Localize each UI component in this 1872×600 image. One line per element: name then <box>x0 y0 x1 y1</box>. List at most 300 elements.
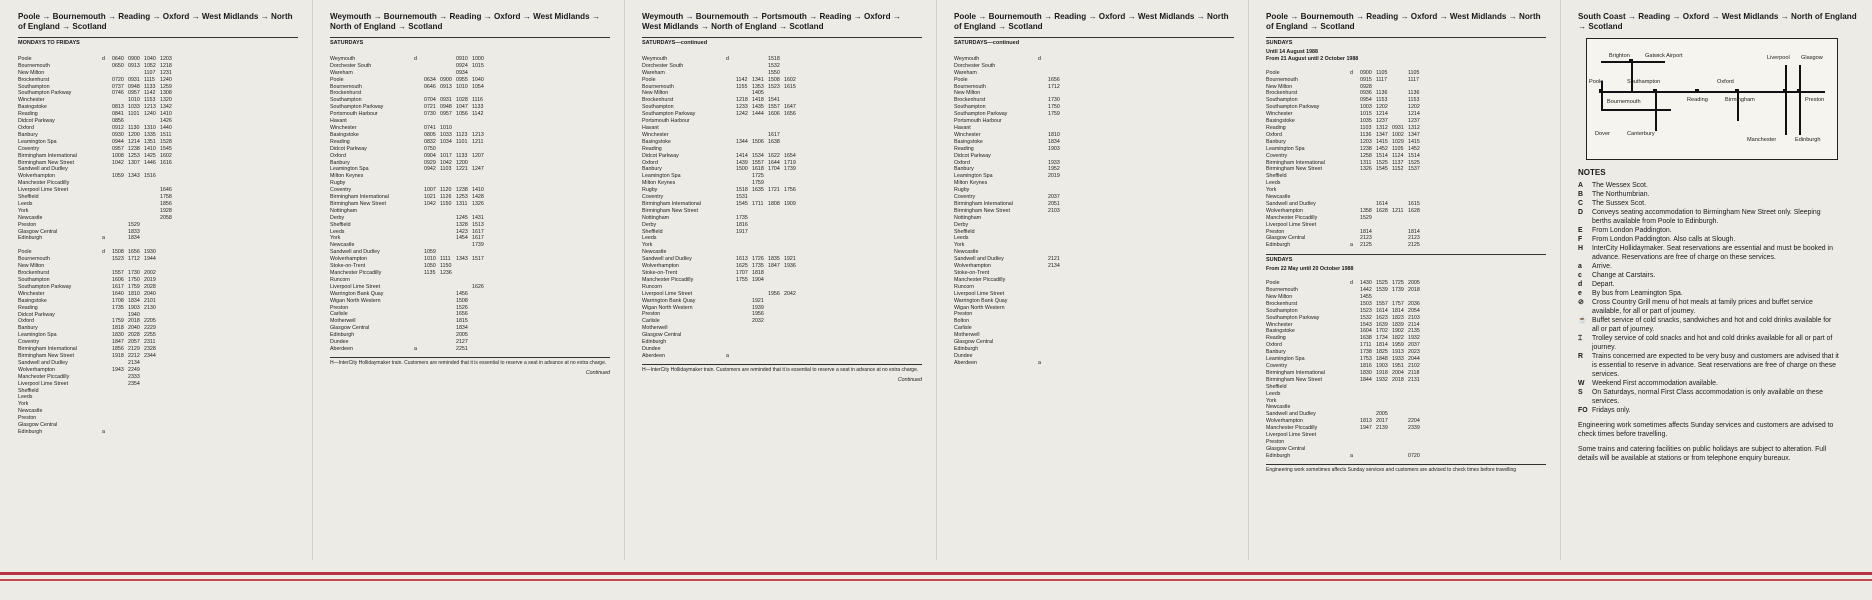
time-cell: 1514 <box>1408 152 1420 159</box>
time-cell <box>144 201 160 208</box>
table-row <box>1266 77 1546 84</box>
station-name: Runcorn <box>642 283 663 290</box>
table-row <box>1266 118 1546 125</box>
table-row <box>330 160 610 167</box>
table-row <box>18 180 298 187</box>
time-cell: 1405 <box>752 90 764 97</box>
table-row <box>1266 342 1546 349</box>
time-cell: 1623 <box>1376 314 1388 321</box>
station-name: Didcot Parkway <box>330 145 367 152</box>
arr-dep-flag <box>1038 346 1048 353</box>
arr-dep-flag <box>414 263 424 270</box>
station-name: Banbury <box>1266 349 1286 356</box>
time-cell <box>456 249 472 256</box>
time-cell <box>1376 180 1392 187</box>
time-cell <box>440 235 456 242</box>
time-cell <box>456 180 472 187</box>
time-cell <box>736 332 752 339</box>
station-name: Wigan North Western <box>954 304 1005 311</box>
time-cell: 1142 <box>736 76 748 83</box>
time-cell <box>440 242 456 249</box>
note-key: ⌶ <box>1578 334 1583 342</box>
time-cell: 0928 <box>1360 83 1372 90</box>
time-cell <box>112 374 128 381</box>
time-cell: 1541 <box>768 97 780 104</box>
fold-line <box>936 0 937 560</box>
arr-dep-flag <box>726 284 736 291</box>
station-name: York <box>330 235 341 242</box>
time-cell: 1739 <box>1392 287 1404 293</box>
time-cell: 1136 <box>1360 131 1372 138</box>
arr-dep-flag <box>726 90 736 97</box>
arr-dep-flag <box>1350 139 1360 146</box>
section-date-range: From 21 August until 2 October 1988 <box>1266 55 1359 62</box>
time-cell: 1410 <box>144 145 156 152</box>
arr-dep-flag <box>102 180 112 187</box>
time-cell <box>784 56 800 63</box>
time-cell <box>768 277 784 284</box>
table-row <box>1266 235 1546 242</box>
station-name: Banbury <box>954 166 974 173</box>
time-cell: 1707 <box>736 270 748 276</box>
time-cell <box>472 208 488 215</box>
map-label: Dover <box>1595 131 1610 137</box>
station-name: Portsmouth Harbour <box>954 118 1002 125</box>
station-name: Brockenhurst <box>1266 300 1298 307</box>
time-cell <box>128 394 144 401</box>
time-cell <box>112 360 128 367</box>
time-cell <box>440 229 456 236</box>
time-cell <box>128 215 144 222</box>
note-text: InterCity Hollidaymaker. Seat reservations are essential and must be booked in advance. Reservations are free of charge on these services. <box>1592 244 1833 261</box>
station-name: Leamington Spa <box>330 166 369 173</box>
time-cell: 1335 <box>144 131 156 138</box>
time-cell: 1211 <box>472 138 484 145</box>
arr-dep-flag <box>102 63 112 70</box>
arr-dep-flag <box>726 70 736 77</box>
table-row <box>954 187 1234 194</box>
arr-dep-flag <box>1350 160 1360 167</box>
time-cell: 1618 <box>752 166 764 173</box>
time-cell: 1101 <box>128 111 140 118</box>
table-row <box>1266 418 1546 425</box>
table-row <box>642 180 922 187</box>
station-name: New Milton <box>1266 293 1293 300</box>
table-row <box>642 166 922 173</box>
time-cell: 2023 <box>1408 349 1420 356</box>
arr-dep-flag: d <box>1038 55 1041 62</box>
time-cell: 1050 <box>424 263 436 270</box>
time-cell: 1117 <box>1408 76 1419 83</box>
time-cell <box>768 339 784 346</box>
table-row <box>1266 229 1546 236</box>
time-cell: 1240 <box>144 111 156 118</box>
table-row <box>642 242 922 249</box>
arr-dep-flag <box>1350 77 1360 84</box>
station-name: Oxford <box>18 124 34 131</box>
arr-dep-flag <box>102 146 112 153</box>
table-row <box>954 256 1234 263</box>
time-cell: 2054 <box>1408 307 1420 314</box>
time-cell: 2229 <box>144 325 156 332</box>
station-name: New Milton <box>18 69 45 76</box>
time-cell <box>1392 229 1408 236</box>
table-row <box>18 146 298 153</box>
arr-dep-flag <box>414 298 424 305</box>
time-cell: 2339 <box>1408 425 1420 432</box>
station-name: Dundee <box>954 352 973 359</box>
station-name: Poole <box>642 76 656 83</box>
station-name: Leamington Spa <box>18 332 57 339</box>
time-cell: 1133 <box>144 83 156 90</box>
station-name: Sheffield <box>18 194 39 201</box>
time-cell <box>1408 404 1424 411</box>
station-name: Banbury <box>642 166 662 173</box>
table-row <box>642 311 922 318</box>
time-cell: 1932 <box>1408 335 1420 342</box>
station-name: Dundee <box>642 345 661 352</box>
arr-dep-flag <box>1350 194 1360 201</box>
time-cell <box>736 339 752 346</box>
time-cell: 2051 <box>1048 200 1060 207</box>
arr-dep-flag <box>726 125 736 132</box>
time-cell <box>144 374 160 381</box>
time-cell: 0646 <box>424 83 436 90</box>
time-cell: 1124 <box>1392 152 1404 159</box>
station-name: Southampton <box>18 83 50 90</box>
note-key: ☕ <box>1578 316 1587 324</box>
note-text: The Northumbrian. <box>1592 190 1650 198</box>
station-name: Nottingham <box>330 207 358 214</box>
station-name: Banbury <box>18 131 38 138</box>
arr-dep-flag <box>1350 97 1360 104</box>
time-cell <box>1048 222 1064 229</box>
time-cell <box>768 270 784 277</box>
time-cell: 1237 <box>1376 118 1388 125</box>
time-cell: 2057 <box>128 339 140 346</box>
table-row <box>954 139 1234 146</box>
table-row <box>1266 439 1546 446</box>
time-cell <box>752 70 768 77</box>
time-cell: 1654 <box>784 152 796 159</box>
station-name: Didcot Parkway <box>954 152 991 159</box>
time-cell <box>1392 242 1408 249</box>
table-row <box>1266 280 1546 287</box>
station-name: Preston <box>1266 228 1285 235</box>
time-cell <box>112 97 128 104</box>
time-cell <box>1048 235 1064 242</box>
time-cell <box>736 56 752 63</box>
arr-dep-flag <box>1350 356 1360 363</box>
time-cell: 1115 <box>144 76 155 83</box>
station-name: York <box>1266 397 1277 404</box>
arr-dep-flag <box>414 132 424 139</box>
time-cell: 0721 <box>424 104 436 111</box>
arr-dep-flag <box>1038 270 1048 277</box>
time-cell <box>1360 187 1376 194</box>
time-cell <box>144 222 160 229</box>
table-row <box>1266 90 1546 97</box>
time-cell: 1035 <box>1360 118 1372 125</box>
time-cell: 1042 <box>424 200 436 207</box>
station-name: Leeds <box>642 235 657 242</box>
time-cell: 2004 <box>1392 369 1404 376</box>
time-cell <box>784 284 800 291</box>
time-cell <box>1392 432 1408 439</box>
time-cell: 1326 <box>1360 166 1372 173</box>
time-cell <box>128 388 144 395</box>
station-name: Leamington Spa <box>18 138 57 145</box>
time-cell: 2131 <box>1408 376 1420 383</box>
station-name: Sandwell and Dudley <box>18 166 68 173</box>
table-row <box>330 325 610 332</box>
station-name: Basingstoke <box>18 297 47 304</box>
time-cell: 1839 <box>1392 321 1404 328</box>
time-cell: 1936 <box>784 263 796 270</box>
table-row <box>642 146 922 153</box>
time-cell: 2037 <box>1048 194 1060 201</box>
time-cell <box>1392 453 1408 460</box>
time-cell: 1834 <box>1048 138 1060 145</box>
arr-dep-flag <box>1038 146 1048 153</box>
time-cell: 1517 <box>472 256 484 263</box>
time-cell: 1500 <box>736 166 748 173</box>
station-name: Bournemouth <box>642 83 674 90</box>
station-name: Carlisle <box>642 318 660 325</box>
station-name: Leeds <box>330 228 345 235</box>
arr-dep-flag <box>1350 287 1360 294</box>
station-name: Liverpool Lime Street <box>954 290 1005 297</box>
arr-dep-flag <box>102 270 112 277</box>
time-cell: 1903 <box>128 304 140 311</box>
arr-dep-flag: a <box>414 345 417 352</box>
time-cell: 1310 <box>144 124 156 131</box>
station-name: Weymouth <box>954 55 980 62</box>
time-cell <box>424 90 440 97</box>
station-name: Wigan North Western <box>642 304 693 311</box>
time-cell <box>144 235 160 242</box>
station-name: Didcot Parkway <box>18 311 55 318</box>
station-name: Dorchester South <box>954 62 996 69</box>
arr-dep-flag <box>726 277 736 284</box>
time-cell <box>784 332 800 339</box>
arr-dep-flag <box>414 208 424 215</box>
time-cell <box>1392 180 1408 187</box>
time-cell <box>112 408 128 415</box>
arr-dep-flag <box>414 70 424 77</box>
table-row <box>642 77 922 84</box>
time-cell: 1626 <box>472 283 484 290</box>
arr-dep-flag <box>1350 425 1360 432</box>
table-row <box>954 173 1234 180</box>
table-row <box>330 291 610 298</box>
table-row <box>18 166 298 173</box>
time-cell: 1428 <box>472 194 484 201</box>
time-cell <box>144 388 160 395</box>
time-cell <box>1392 439 1408 446</box>
section-date-range: Until 14 August 1988 <box>1266 48 1318 55</box>
time-cell: 1730 <box>128 270 140 277</box>
timetable-panel <box>330 12 610 548</box>
station-name: Liverpool Lime Street <box>642 290 693 297</box>
time-cell <box>768 229 784 236</box>
time-cell: 2019 <box>1048 173 1060 180</box>
table-row <box>1266 125 1546 132</box>
time-cell <box>1360 439 1376 446</box>
time-cell <box>752 208 768 215</box>
table-row <box>18 235 298 242</box>
station-name: Oxford <box>954 159 970 166</box>
station-name: Reading <box>18 304 38 311</box>
time-cell: 1033 <box>128 104 140 111</box>
table-row <box>18 339 298 346</box>
arr-dep-flag <box>1038 173 1048 180</box>
table-row <box>18 215 298 222</box>
time-cell: 1758 <box>160 194 172 201</box>
note-item <box>1578 406 1858 415</box>
time-cell: 1656 <box>456 311 468 318</box>
station-name: Edinburgh <box>330 332 355 339</box>
table-row <box>1266 166 1546 173</box>
time-cell: 1237 <box>1408 118 1420 125</box>
time-cell <box>440 249 456 256</box>
table-row <box>1266 370 1546 377</box>
station-name: Wareham <box>330 69 353 76</box>
arr-dep-flag: d <box>1350 69 1353 76</box>
table-row <box>18 408 298 415</box>
time-cell <box>1048 215 1064 222</box>
time-cell: 1503 <box>1360 300 1372 307</box>
arr-dep-flag <box>102 90 112 97</box>
time-cell <box>752 332 768 339</box>
time-cell <box>736 346 752 353</box>
table-row <box>1266 84 1546 91</box>
time-cell: 1557 <box>1376 300 1388 307</box>
time-cell: 1351 <box>144 138 156 145</box>
time-cell: 1617 <box>472 228 484 235</box>
station-name: Coventry <box>1266 152 1288 159</box>
table-row <box>642 194 922 201</box>
arr-dep-flag <box>1038 97 1048 104</box>
station-name: Birmingham New Street <box>954 207 1010 214</box>
station-name: Poole <box>330 76 344 83</box>
time-cell: 1111 <box>440 256 451 263</box>
table-row <box>18 222 298 229</box>
station-name: Southampton <box>1266 307 1298 314</box>
station-name: Liverpool Lime Street <box>18 187 69 194</box>
time-cell <box>1048 180 1064 187</box>
arr-dep-flag <box>1038 63 1048 70</box>
station-name: Preston <box>954 311 973 318</box>
time-cell <box>1392 404 1408 411</box>
time-cell: 1105 <box>1376 69 1388 76</box>
time-cell: 1534 <box>752 152 764 159</box>
time-cell: 1311 <box>456 200 468 207</box>
note-key: a <box>1578 262 1582 270</box>
arr-dep-flag <box>726 318 736 325</box>
table-row <box>642 139 922 146</box>
time-cell: 1835 <box>768 256 780 263</box>
time-cell <box>144 208 160 215</box>
arr-dep-flag <box>102 401 112 408</box>
time-cell: 1245 <box>456 214 468 221</box>
arr-dep-flag <box>1038 277 1048 284</box>
time-cell: 1735 <box>736 214 748 221</box>
time-cell: 1015 <box>1360 111 1372 118</box>
station-name: Winchester <box>330 124 357 131</box>
table-row <box>1266 328 1546 335</box>
time-cell: 1656 <box>1048 76 1060 83</box>
station-name: Derby <box>954 221 969 228</box>
arr-dep-flag <box>1350 235 1360 242</box>
time-cell <box>736 70 752 77</box>
time-cell <box>736 325 752 332</box>
time-cell: 2134 <box>1048 263 1060 270</box>
station-name: York <box>18 207 29 214</box>
station-name: Brockenhurst <box>18 270 50 277</box>
time-cell <box>768 284 784 291</box>
time-cell: 1253 <box>456 194 468 201</box>
time-cell: 1435 <box>752 104 764 111</box>
time-cell: 2018 <box>1392 376 1404 383</box>
time-cell <box>128 401 144 408</box>
time-cell <box>1048 229 1064 236</box>
time-cell: 1712 <box>1048 83 1060 90</box>
time-cell: 1959 <box>1392 342 1404 349</box>
arr-dep-flag <box>102 388 112 395</box>
station-name: Poole <box>18 55 32 62</box>
time-cell: 0912 <box>112 124 124 131</box>
time-cell: 1426 <box>160 118 172 125</box>
time-cell <box>1048 187 1064 194</box>
time-cell: 1952 <box>1048 166 1060 173</box>
time-cell: 1523 <box>112 256 124 263</box>
time-cell <box>768 173 784 180</box>
time-cell: 0948 <box>128 83 140 90</box>
station-name: Weymouth <box>330 55 356 62</box>
time-cell <box>1048 63 1064 70</box>
station-name: Dorchester South <box>330 62 372 69</box>
station-name: New Milton <box>1266 83 1293 90</box>
time-cell: 1123 <box>456 131 468 138</box>
time-cell: 1617 <box>472 235 484 242</box>
time-cell <box>456 90 472 97</box>
time-cell: 0650 <box>112 62 124 69</box>
table-row <box>1266 411 1546 418</box>
station-name: Didcot Parkway <box>642 152 679 159</box>
time-cell: 1311 <box>1360 159 1372 166</box>
time-cell: 1242 <box>736 111 748 118</box>
time-cell <box>1048 325 1064 332</box>
table-row <box>954 353 1234 360</box>
time-cell: 1456 <box>456 290 468 297</box>
station-name: Brockenhurst <box>954 97 986 104</box>
time-cell: 1814 <box>1408 228 1420 235</box>
time-cell <box>144 367 160 374</box>
note-item <box>1578 388 1858 406</box>
station-name: Bournemouth <box>1266 287 1298 293</box>
arr-dep-flag <box>102 305 112 312</box>
time-cell: 1442 <box>1360 287 1372 293</box>
time-cell: 1040 <box>144 55 156 62</box>
time-cell <box>1360 411 1376 418</box>
table-row <box>330 77 610 84</box>
holiday-note: Some trains and catering facilities on public holidays are subject to alteration. Full details will be available at stations or from telephone enquiry bureaux. <box>1578 445 1827 462</box>
time-cell: 1647 <box>784 104 796 111</box>
arr-dep-flag <box>1350 439 1360 446</box>
arr-dep-flag <box>726 208 736 215</box>
time-cell: 1932 <box>1376 376 1388 383</box>
